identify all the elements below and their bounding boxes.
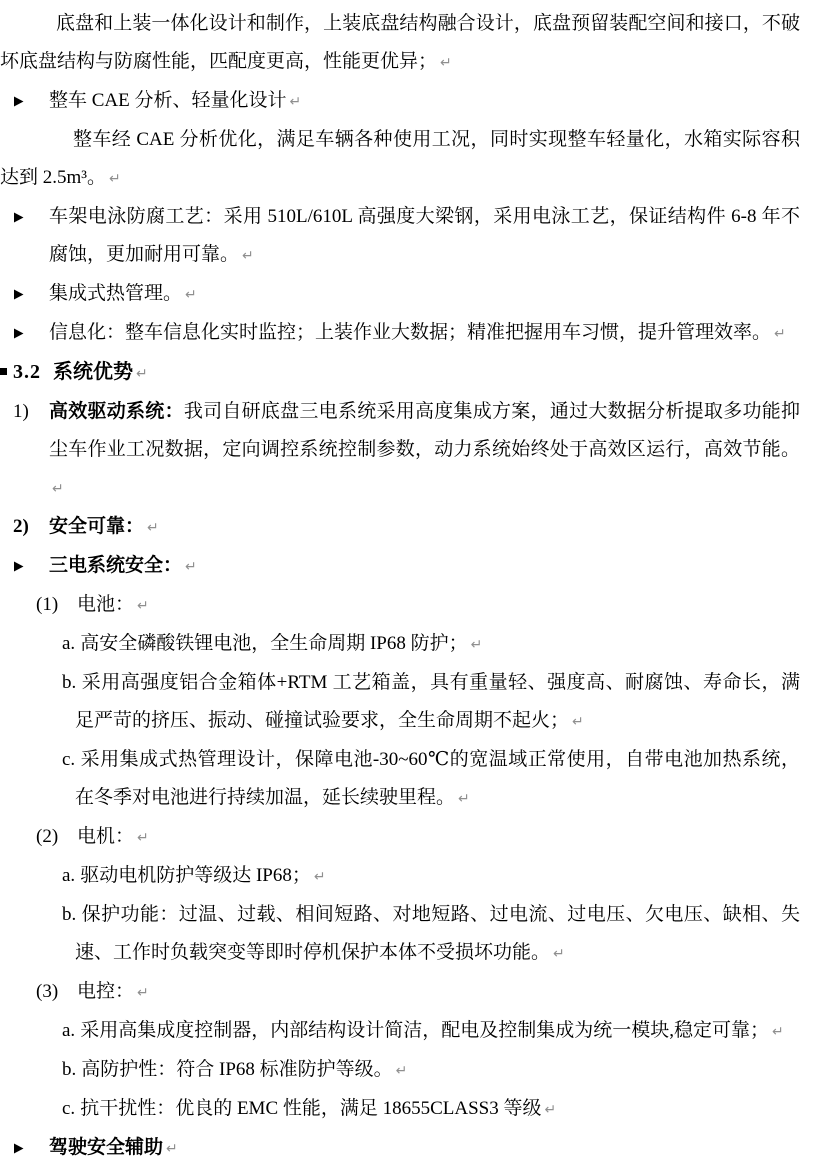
bullet-item (0, 314, 800, 353)
bullet-text: 驾驶安全辅助 (49, 1137, 164, 1158)
item-text: 采用集成式热管理设计，保障电池-30~60℃的宽温域正常使用，自带电池加热系统，在冬季对电池进行持续加温，延长续驶里程。 (75, 749, 800, 808)
bullet-text: 整车 CAE 分析、轻量化设计 (49, 90, 287, 111)
bullet-text: 信息化：整车信息化实时监控；上装作业大数据；精准把握用车习惯，提升管理效率。 (49, 322, 772, 343)
list-letter: a. (62, 865, 76, 886)
list-letter: b. (62, 672, 77, 693)
item-text: 高安全磷酸铁锂电池，全生命周期 IP68 防护； (80, 633, 468, 654)
bullet-item (0, 1129, 800, 1168)
return-mark: ↵ (553, 946, 565, 962)
return-mark: ↵ (242, 248, 254, 264)
numbered-item (0, 508, 800, 547)
arrow-bullet-icon (12, 275, 25, 313)
bullet-item (0, 82, 800, 121)
return-mark: ↵ (774, 326, 786, 342)
item-text: 保护功能：过温、过载、相间短路、对地短路、过电流、过电压、欠电压、缺相、失速、工作时负载突变等即时停机保护本体不受损坏功能。 (75, 904, 800, 963)
body-paragraph (0, 5, 800, 82)
list-number: (2) (36, 826, 59, 847)
item-text: 采用高集成度控制器，内部结构设计简洁，配电及控制集成为统一模块,稳定可靠； (80, 1020, 769, 1041)
list-number: 1) (13, 401, 29, 422)
heading-number: 3.2 (13, 361, 41, 383)
lettered-item (0, 625, 800, 664)
return-mark: ↵ (52, 481, 64, 497)
list-letter: c. (62, 1098, 76, 1119)
list-letter: b. (62, 1059, 77, 1080)
list-number: 2) (13, 516, 29, 537)
bullet-item (0, 547, 800, 586)
arrow-bullet-icon (12, 198, 25, 236)
lettered-item (0, 896, 800, 973)
section-heading (0, 353, 800, 393)
item-text: 驱动电机防护等级达 IP68； (80, 865, 311, 886)
list-letter: c. (62, 749, 76, 770)
sub-numbered-item (0, 586, 800, 625)
item-text: 采用高强度铝合金箱体+RTM 工艺箱盖，具有重量轻、强度高、耐腐蚀、寿命长，满足严苛的挤压、振动、碰撞试验要求，全生命周期不起火； (75, 672, 800, 731)
item-text: 电机： (77, 826, 135, 847)
lettered-item (0, 1051, 800, 1090)
return-mark: ↵ (771, 1024, 784, 1040)
heading-square-icon (0, 368, 7, 375)
bullet-text: 集成式热管理。 (49, 283, 183, 304)
bullet-text: 三电系统安全： (49, 555, 183, 576)
return-mark: ↵ (147, 520, 159, 536)
return-mark: ↵ (289, 94, 302, 110)
arrow-bullet-icon (12, 547, 25, 585)
heading-title: 系统优势 (53, 361, 133, 383)
item-text: 电控： (77, 981, 135, 1002)
arrow-bullet-icon (12, 82, 25, 120)
return-mark: ↵ (137, 830, 149, 846)
return-mark: ↵ (440, 55, 452, 71)
bullet-item (0, 198, 800, 275)
return-mark: ↵ (137, 985, 149, 1001)
lettered-item (0, 1012, 800, 1051)
item-text: 电池： (77, 594, 135, 615)
return-mark: ↵ (136, 366, 148, 382)
return-mark: ↵ (185, 559, 197, 575)
list-letter: a. (62, 633, 76, 654)
return-mark: ↵ (185, 287, 197, 303)
lettered-item (0, 741, 800, 818)
return-mark: ↵ (137, 598, 149, 614)
item-lead: 安全可靠： (49, 516, 145, 537)
lettered-item (0, 857, 800, 896)
bullet-text: 车架电泳防腐工艺：采用 510L/610L 高强度大梁钢，采用电泳工艺，保证结构件 6-8 年不腐蚀，更加耐用可靠。 (49, 206, 800, 265)
arrow-bullet-icon (12, 1129, 25, 1167)
return-mark: ↵ (395, 1063, 408, 1079)
item-text: 抗干扰性：优良的 EMC 性能，满足 18655CLASS3 等级 (80, 1098, 542, 1119)
body-paragraph (0, 121, 800, 198)
list-letter: b. (62, 904, 77, 925)
item-text: 我司自研底盘三电系统采用高度集成方案，通过大数据分析提取多功能抑尘车作业工况数据，定向调控系统控制参数，动力系统始终处于高效区运行，高效节能。 (49, 401, 800, 460)
return-mark: ↵ (166, 1141, 178, 1157)
numbered-item (0, 393, 800, 508)
list-number: (1) (36, 594, 59, 615)
paragraph-text: 底盘和上装一体化设计和制作，上装底盘结构融合设计，底盘预留装配空间和接口，不破坏底盘结构与防腐性能，匹配度更高，性能更优异； (0, 13, 800, 72)
return-mark: ↵ (313, 869, 326, 885)
sub-numbered-item (0, 818, 800, 857)
arrow-bullet-icon (12, 314, 25, 352)
return-mark: ↵ (458, 791, 470, 807)
item-lead: 高效驱动系统： (49, 401, 184, 422)
lettered-item (0, 1090, 800, 1129)
sub-numbered-item (0, 973, 800, 1012)
list-letter: a. (62, 1020, 76, 1041)
return-mark: ↵ (470, 637, 483, 653)
return-mark: ↵ (108, 171, 121, 187)
paragraph-text: 整车经 CAE 分析优化，满足车辆各种使用工况，同时实现整车轻量化，水箱实际容积达到 2.5m³。 (0, 129, 800, 188)
lettered-item (0, 664, 800, 741)
bullet-item (0, 275, 800, 314)
item-text: 高防护性：符合 IP68 标准防护等级。 (81, 1059, 393, 1080)
return-mark: ↵ (572, 714, 584, 730)
list-number: (3) (36, 981, 59, 1002)
return-mark: ↵ (544, 1102, 557, 1118)
